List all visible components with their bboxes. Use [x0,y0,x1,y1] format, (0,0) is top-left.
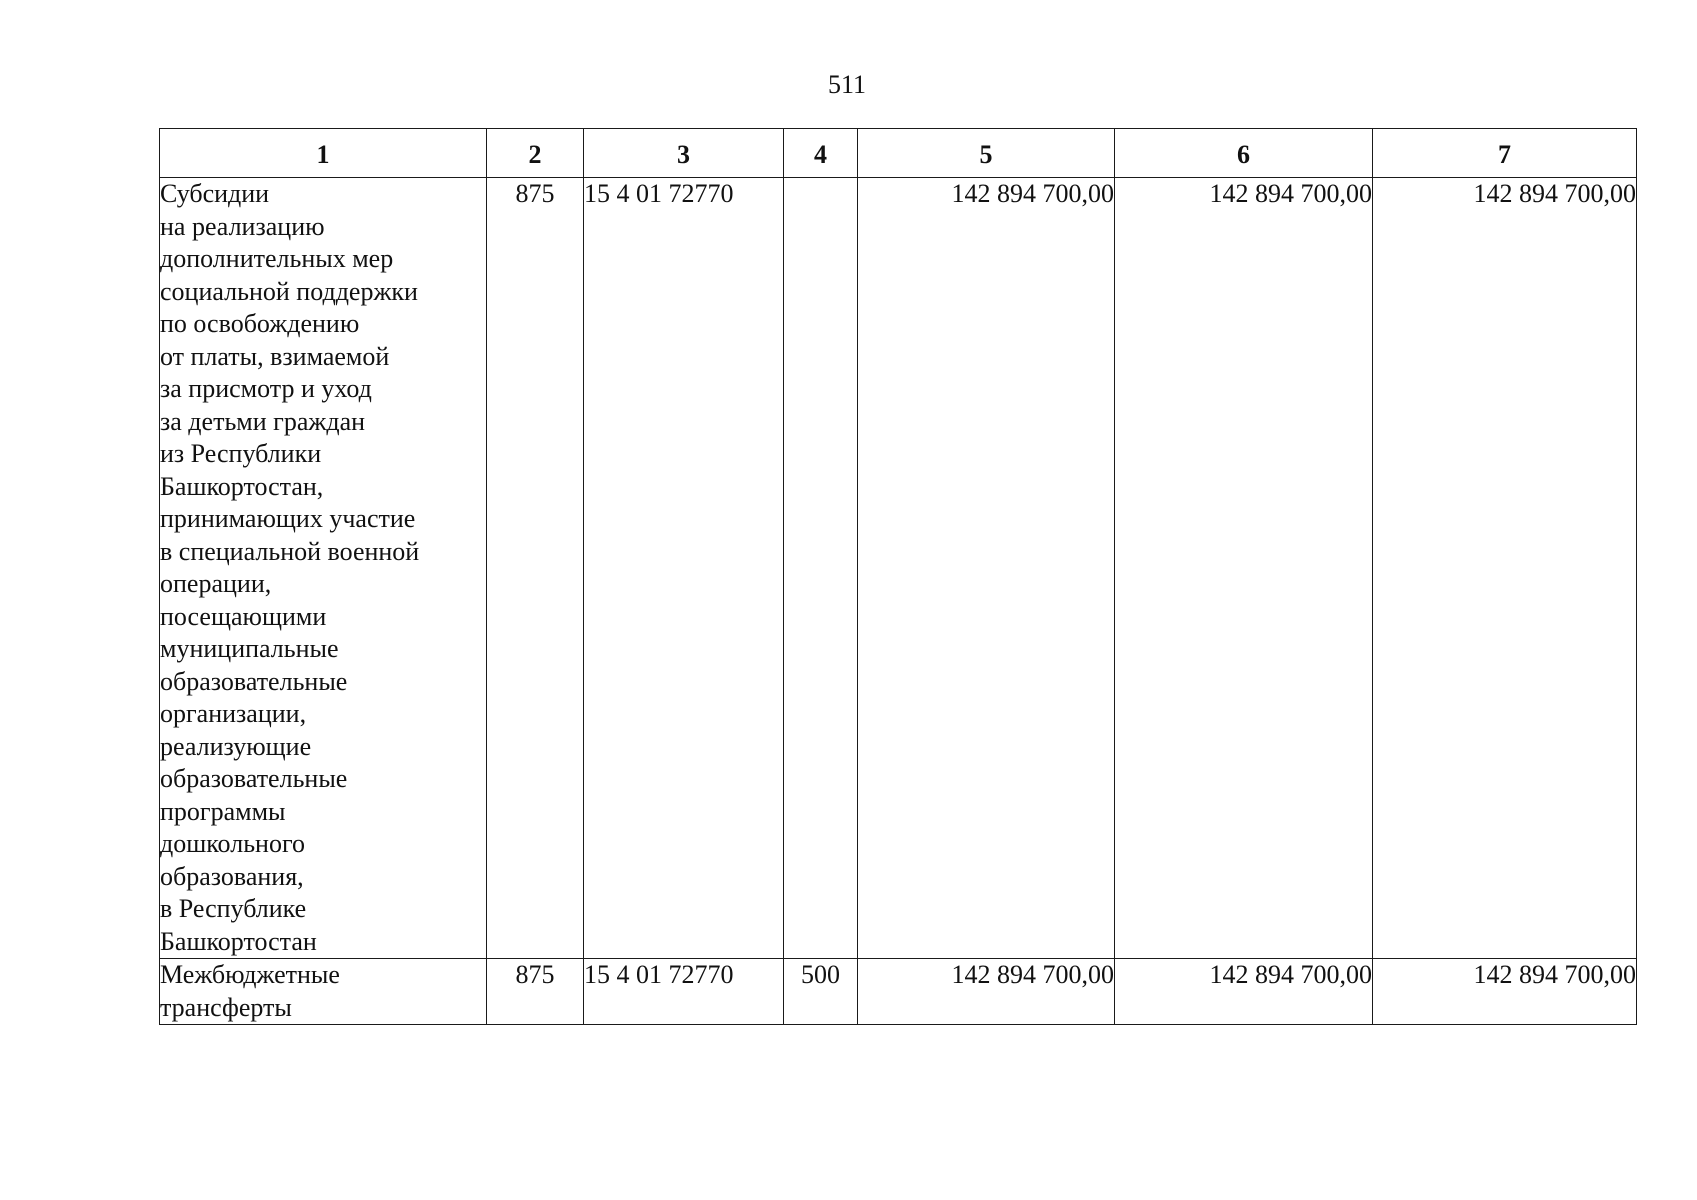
column-header-5: 5 [858,129,1115,178]
row-amount-col5-cell: 142 894 700,00 [858,178,1115,959]
table-header-row [160,129,1637,178]
row-amount-col5-cell: 142 894 700,00 [858,959,1115,1025]
column-header-3: 3 [584,129,784,178]
row-amount-col6-cell: 142 894 700,00 [1115,178,1373,959]
column-header-2: 2 [487,129,584,178]
row-code-cell: 875 [487,959,584,1025]
row-target-article-cell: 15 4 01 72770 [584,178,784,959]
row-expense-type-cell [784,178,858,959]
column-header-1: 1 [160,129,487,178]
row-expense-type-cell: 500 [784,959,858,1025]
table-row [160,959,1637,1025]
row-name-cell: Межбюджетные трансферты [160,959,487,1025]
row-target-article-cell: 15 4 01 72770 [584,959,784,1025]
column-header-7: 7 [1373,129,1637,178]
row-amount-col7-cell: 142 894 700,00 [1373,178,1637,959]
row-amount-col7-cell: 142 894 700,00 [1373,959,1637,1025]
row-name-cell: Субсидии на реализацию дополнительных мер социальной поддержки по освобождению от платы, взимаемой за присмотр и уход за детьми граждан из Республики Башкортостан, принимающих участие в специальной военной операции, посещающими муниципальные образовательные организации, реализующие образовательные программы дошкольного образования, в Республике Башкортостан [160,178,487,959]
budget-table [159,128,1637,1025]
table-row [160,178,1637,959]
row-amount-col6-cell: 142 894 700,00 [1115,959,1373,1025]
column-header-4: 4 [784,129,858,178]
row-code-cell: 875 [487,178,584,959]
column-header-6: 6 [1115,129,1373,178]
page-number: 511 [827,70,867,99]
